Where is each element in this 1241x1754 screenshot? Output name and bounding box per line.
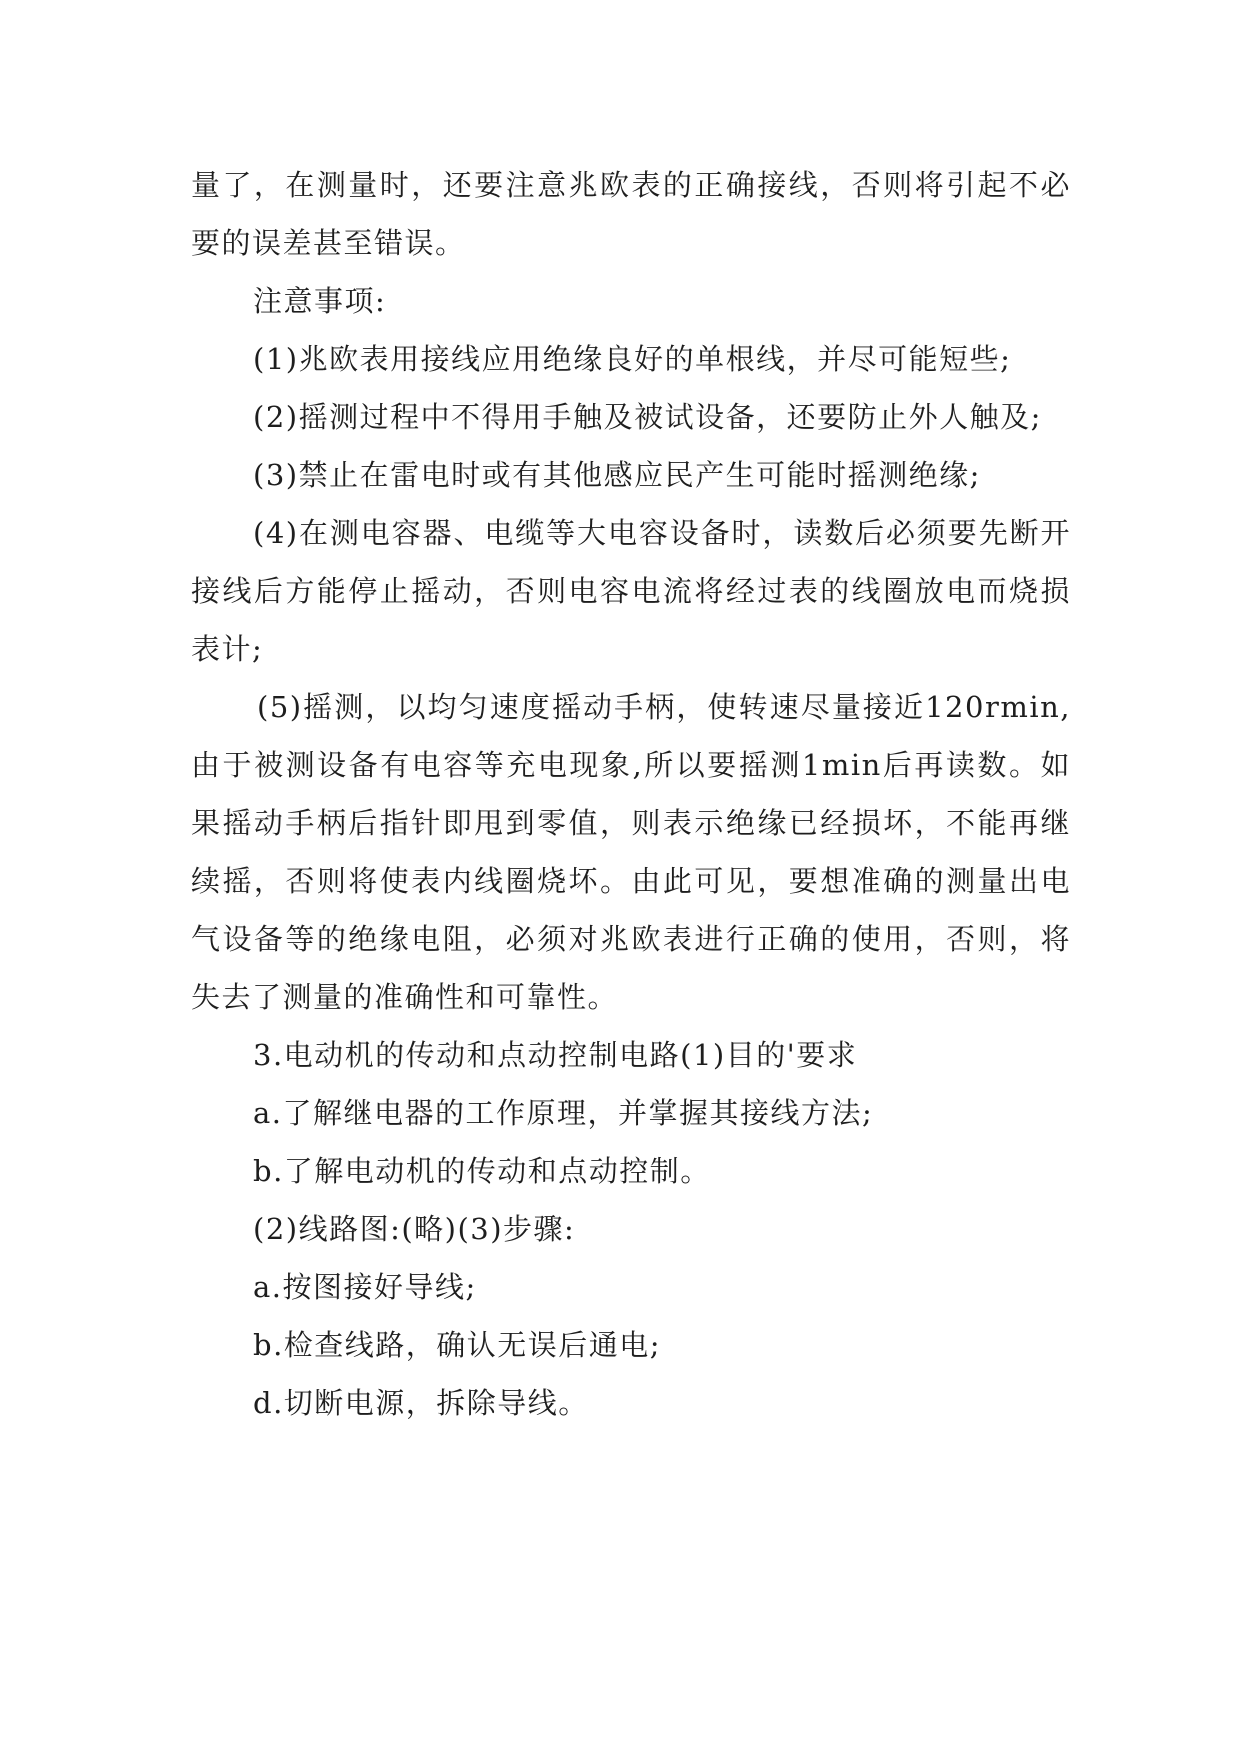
paragraph-measurement-wiring: 量了，在测量时，还要注意兆欧表的正确接线，否则将引起不必要的误差甚至错误。	[191, 168, 1071, 260]
paragraph-requirement-b: b.了解电动机的传动和点动控制。	[253, 1154, 711, 1188]
document-body	[191, 156, 1071, 1432]
paragraph-step-a: a.按图接好导线;	[253, 1270, 477, 1304]
paragraph-precautions-heading: 注意事项:	[253, 284, 387, 318]
paragraph-precaution-5: (5)摇测，以均匀速度摇动手柄，使转速尽量接近120rmin,由于被测设备有电容等充电现象,所以要摇测1min后再读数。如果摇动手柄后指针即甩到零值，则表示绝缘已经损坏，不能再继续摇，否则将使表内线圈烧坏。由此可见，要想准确的测量出电气设备等的绝缘电阻，必须对兆欧表进行正确的使用，否则，将失去了测量的准确性和可靠性。	[191, 690, 1071, 1014]
paragraph-precaution-3: (3)禁止在雷电时或有其他感应民产生可能时摇测绝缘;	[253, 458, 981, 492]
paragraph-section-3-heading: 3.电动机的传动和点动控制电路(1)目的'要求	[253, 1038, 858, 1072]
paragraph-diagram-and-steps: (2)线路图:(略)(3)步骤:	[253, 1212, 576, 1246]
paragraph-step-b: b.检查线路，确认无误后通电;	[253, 1328, 662, 1362]
paragraph-requirement-a: a.了解继电器的工作原理，并掌握其接线方法;	[253, 1096, 874, 1130]
paragraph-precaution-4: (4)在测电容器、电缆等大电容设备时，读数后必须要先断开接线后方能停止摇动，否则电容电流将经过表的线圈放电而烧损表计;	[191, 516, 1071, 666]
paragraph-precaution-1: (1)兆欧表用接线应用绝缘良好的单根线，并尽可能短些;	[253, 342, 1012, 376]
paragraph-step-d: d.切断电源，拆除导线。	[253, 1386, 589, 1420]
paragraph-precaution-2: (2)摇测过程中不得用手触及被试设备，还要防止外人触及;	[253, 400, 1042, 434]
